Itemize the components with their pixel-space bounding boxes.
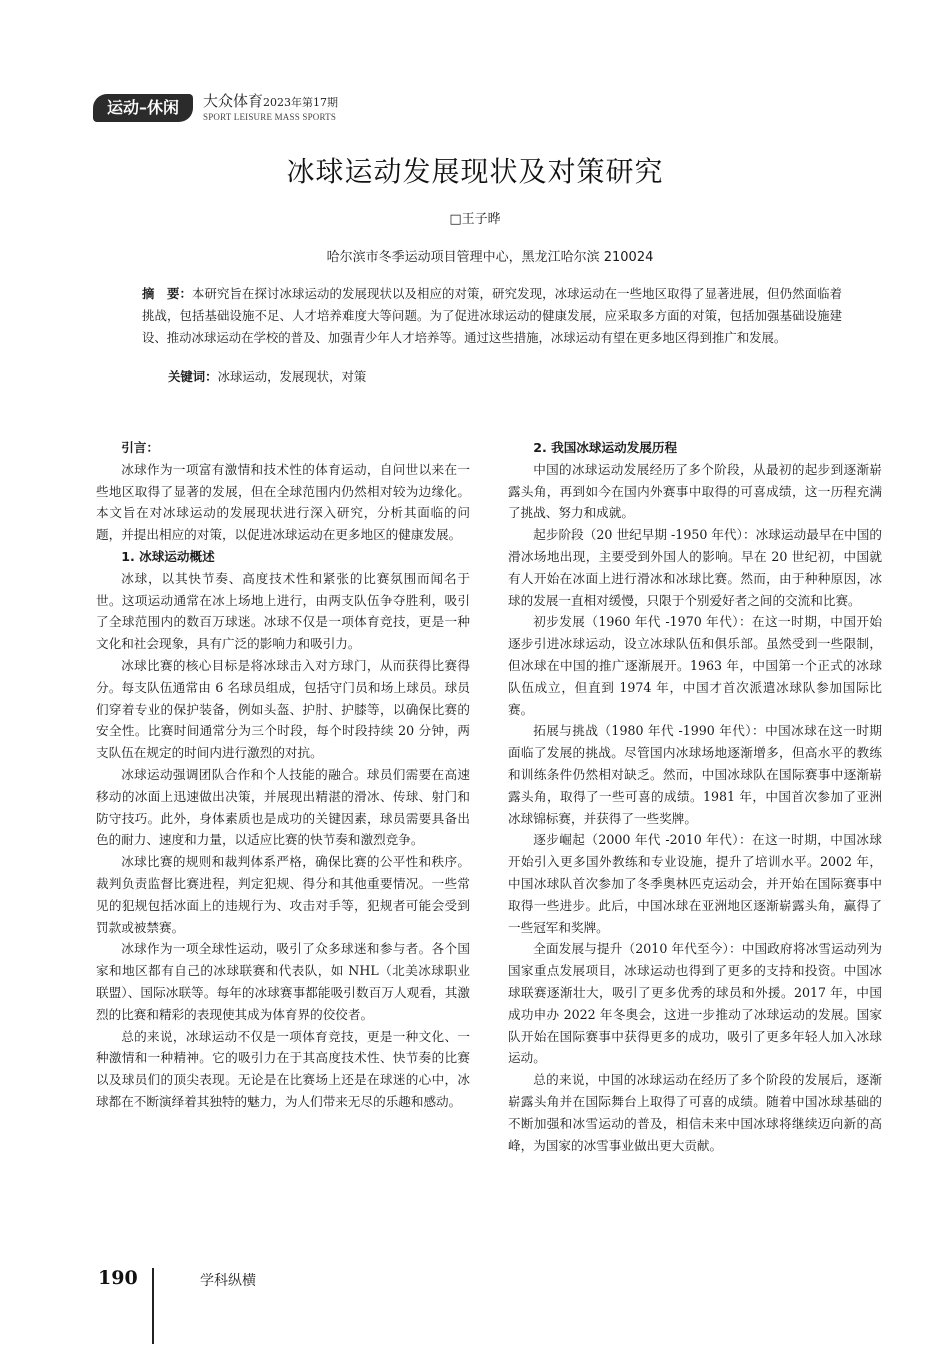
right-column: [508, 437, 882, 1156]
paragraph: 冰球作为一项富有激情和技术性的体育运动，自问世以来在一些地区取得了显著的发展，但在全球范围内仍然相对较为边缘化。本文旨在对冰球运动的发展现状进行深入研究，分析其面临的问题，并提出相应的对策，以促进冰球运动在更多地区的健康发展。: [96, 461, 470, 543]
paragraph: 冰球比赛的规则和裁判体系严格，确保比赛的公平性和秩序。裁判负责监督比赛进程，判定犯规、得分和其他重要情况。一些常见的犯规包括冰面上的违规行为、攻击对手等，犯规者可能会受到罚款或被禁赛。: [96, 854, 470, 935]
keywords-label: 关键词：: [168, 369, 218, 384]
paragraph: 初步发展（1960 年代 -1970 年代）：在这一时期，中国开始逐步引进冰球运动，设立冰球队伍和俱乐部。虽然受到一些限制，但冰球在中国的推广逐渐展开。1963 年，中国第一个正式的冰球队伍成立，但直到 1974 年，中国才首次派遣冰球队参加国际比赛。: [508, 614, 882, 717]
left-column: [96, 437, 470, 1113]
author-affiliation: 哈尔滨市冬季运动项目管理中心，黑龙江哈尔滨 210024: [326, 250, 654, 265]
section-heading: 2. 我国冰球运动发展历程: [533, 440, 678, 455]
paragraph: 中国的冰球运动发展经历了多个阶段，从最初的起步到逐渐崭露头角，再到如今在国内外赛事中取得的可喜成绩，这一历程充满了挑战、努力和成就。: [508, 461, 882, 521]
keywords: [168, 366, 848, 388]
journal-name: 大众体育: [203, 92, 264, 110]
footer-divider: [152, 1268, 154, 1344]
paragraph: 拓展与挑战（1980 年代 -1990 年代）：中国冰球在这一时期面临了发展的挑战。尽管国内冰球场地逐渐增多，但高水平的教练和训练条件仍然相对缺乏。然而，中国冰球队在国际赛事中逐渐崭露头角，取得了一些可喜的成绩。1981 年，中国首次参加了亚洲冰球锦标赛，并获得了一些奖牌。: [508, 723, 882, 826]
journal-masthead: [203, 90, 339, 122]
article-title: 冰球运动发展现状及对策研究: [286, 155, 664, 188]
paragraph: 冰球，以其快节奏、高度技术性和紧张的比赛氛围而闻名于世。这项运动通常在冰上场地上进行，由两支队伍争夺胜利，吸引了全球范围内的数百万球迷。冰球不仅是一项体育竞技，更是一种文化和社会现象，具有广泛的影响力和吸引力。: [96, 570, 470, 652]
intro-heading: 引言：: [121, 440, 159, 455]
paragraph: 冰球作为一项全球性运动，吸引了众多球迷和参与者。各个国家和地区都有自己的冰球联赛和代表队，如 NHL（北美冰球职业联盟）、国际冰联等。每年的冰球赛事都能吸引数百万人观看，其激烈的比赛和精彩的表现使其成为体育界的佼佼者。: [96, 941, 470, 1022]
section-heading: 1. 冰球运动概述: [121, 548, 215, 564]
paragraph: 逐步崛起（2000 年代 -2010 年代）：在这一时期，中国冰球开始引入更多国外教练和专业设施，提升了培训水平。2002 年，中国冰球队首次参加了冬季奥林匹克运动会，并开始在国际赛事中取得一些进步。此后，中国冰球在亚洲地区逐渐崭露头角，赢得了一些冠军和奖牌。: [508, 832, 882, 935]
paragraph: 总的来说，中国的冰球运动在经历了多个阶段的发展后，逐渐崭露头角并在国际舞台上取得了可喜的成绩。随着中国冰球基础的不断加强和冰雪运动的普及，相信未来中国冰球将继续迈向新的高峰，为国家的冰雪事业做出更大贡献。: [508, 1072, 882, 1153]
section-badge: 运动–休闲: [93, 94, 193, 122]
article-author: □王子晔: [449, 212, 501, 227]
paragraph: 冰球比赛的核心目标是将冰球击入对方球门，从而获得比赛得分。每支队伍通常由 6 名球员组成，包括守门员和场上球员。球员们穿着专业的保护装备，例如头盔、护肘、护膝等，以确保比赛的安全性。比赛时间通常分为三个时段，每个时段持续 20 分钟，两支队伍在规定的时间内进行激烈的对抗。: [96, 657, 470, 761]
journal-english-name: SPORT LEISURE MASS SPORTS: [203, 112, 337, 122]
footer-section: 学科纵横: [200, 1273, 256, 1289]
paragraph: 全面发展与提升（2010 年代至今）：中国政府将冰雪运动列为国家重点发展项目，冰球运动也得到了更多的支持和投资。中国冰球联赛逐渐壮大，吸引了更多优秀的球员和外援。2017 年，中国成功申办 2022 年冬奥会，这进一步推动了冰球运动的发展。国家队开始在国际赛事中获得更多的成功，吸引了更多年轻人加入冰球运动。: [508, 941, 882, 1066]
paragraph: 总的来说，冰球运动不仅是一项体育竞技，更是一种文化、一种激情和一种精神。它的吸引力在于其高度技术性、快节奏的比赛以及球员们的顶尖表现。无论是在比赛场上还是在球迷的心中，冰球都在不断演绎着其独特的魅力，为人们带来无尽的乐趣和感动。: [96, 1028, 470, 1109]
abstract: [142, 283, 842, 349]
keywords-text: 冰球运动，发展现状，对策: [217, 369, 367, 384]
page-number: 190: [98, 1267, 138, 1289]
abstract-text: 本研究旨在探讨冰球运动的发展现状以及相应的对策，研究发现，冰球运动在一些地区取得了显著进展，但仍然面临着挑战，包括基础设施不足、人才培养难度大等问题。为了促进冰球运动的健康发展，应采取多方面的对策，包括加强基础设施建设、推动冰球运动在学校的普及、加强青少年人才培养等。通过这些措施，冰球运动有望在更多地区得到推广和发展。: [142, 286, 843, 345]
paragraph: 起步阶段（20 世纪早期 -1950 年代）：冰球运动最早在中国的滑冰场地出现，主要受到外国人的影响。早在 20 世纪初，中国就有人开始在冰面上进行滑冰和冰球比赛。然而，由于种种原因，冰球的发展一直相对缓慢，只限于个别爱好者之间的交流和比赛。: [508, 527, 882, 608]
journal-issue: 2023年第17期: [263, 96, 339, 109]
paragraph: 冰球运动强调团队合作和个人技能的融合。球员们需要在高速移动的冰面上迅速做出决策，并展现出精湛的滑冰、传球、射门和防守技巧。此外，身体素质也是成功的关键因素，球员需要具备出色的耐力、速度和力量，以适应比赛的快节奏和激烈竞争。: [96, 766, 470, 848]
abstract-label: 摘 要：: [142, 286, 193, 301]
